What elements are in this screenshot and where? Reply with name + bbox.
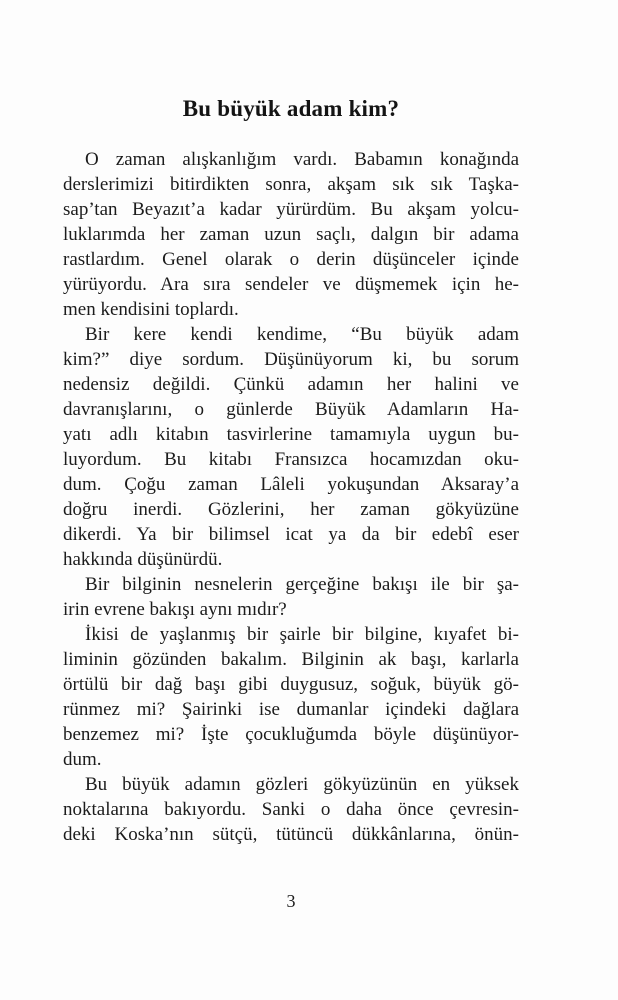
- text-line: dum. Çoğu zaman Lâleli yokuşundan Aksaray’a: [63, 474, 519, 495]
- text-line: Bir bilginin nesnelerin gerçeğine bakışı ile bir şa-: [85, 574, 519, 595]
- text-line: sap’tan Beyazıt’a kadar yürürdüm. Bu akşam yolcu-: [63, 199, 519, 220]
- text-line: dikerdi. Ya bir bilimsel icat ya da bir edebî eser: [63, 524, 519, 545]
- text-line: noktalarına bakıyordu. Sanki o daha önce çevresin-: [63, 799, 519, 820]
- text-line: Bir kere kendi kendime, “Bu büyük adam: [85, 324, 519, 345]
- text-line: men kendisini toplardı.: [63, 299, 239, 320]
- text-line: hakkında düşünürdü.: [63, 549, 223, 570]
- text-line: yatı adlı kitabın tasvirlerine tamamıyla uygun bu-: [63, 424, 519, 445]
- body-text: [63, 147, 519, 847]
- text-line: dum.: [63, 749, 102, 770]
- text-line: davranışlarını, o günlerde Büyük Adamların Ha-: [63, 399, 519, 420]
- text-line: derslerimizi bitirdikten sonra, akşam sık sık Taşka-: [63, 174, 519, 195]
- text-line: örtülü bir dağ başı gibi duygusuz, soğuk, büyük gö-: [63, 674, 519, 695]
- text-line: luyordum. Bu kitabı Fransızca hocamızdan oku-: [63, 449, 519, 470]
- text-line: deki Koska’nın sütçü, tütüncü dükkânlarına, önün-: [63, 824, 519, 845]
- text-line: liminin gözünden bakalım. Bilginin ak başı, karlarla: [63, 649, 519, 670]
- text-line: kim?” diye sordum. Düşünüyorum ki, bu sorum: [63, 349, 519, 370]
- text-line: rastlardım. Genel olarak o derin düşünceler içinde: [63, 249, 519, 270]
- text-line: rünmez mi? Şairinki ise dumanlar içindeki dağlara: [63, 699, 519, 720]
- page-title: Bu büyük adam kim?: [182, 96, 400, 121]
- text-line: yürüyordu. Ara sıra sendeler ve düşmemek için he-: [63, 274, 519, 295]
- text-line: doğru inerdi. Gözlerini, her zaman gökyüzüne: [63, 499, 519, 520]
- text-line: O zaman alışkanlığım vardı. Babamın konağında: [85, 149, 519, 170]
- text-line: nedensiz değildi. Çünkü adamın her halini ve: [63, 374, 519, 395]
- text-line: irin evrene bakışı aynı mıdır?: [63, 599, 287, 620]
- text-line: İkisi de yaşlanmış bir şairle bir bilgine, kıyafet bi-: [85, 624, 519, 645]
- text-line: Bu büyük adamın gözleri gökyüzünün en yüksek: [85, 774, 519, 795]
- text-line: luklarımda her zaman uzun saçlı, dalgın bir adama: [63, 224, 519, 245]
- page-number: 3: [286, 891, 296, 911]
- text-line: benzemez mi? İşte çocukluğumda böyle düşünüyor-: [63, 724, 519, 745]
